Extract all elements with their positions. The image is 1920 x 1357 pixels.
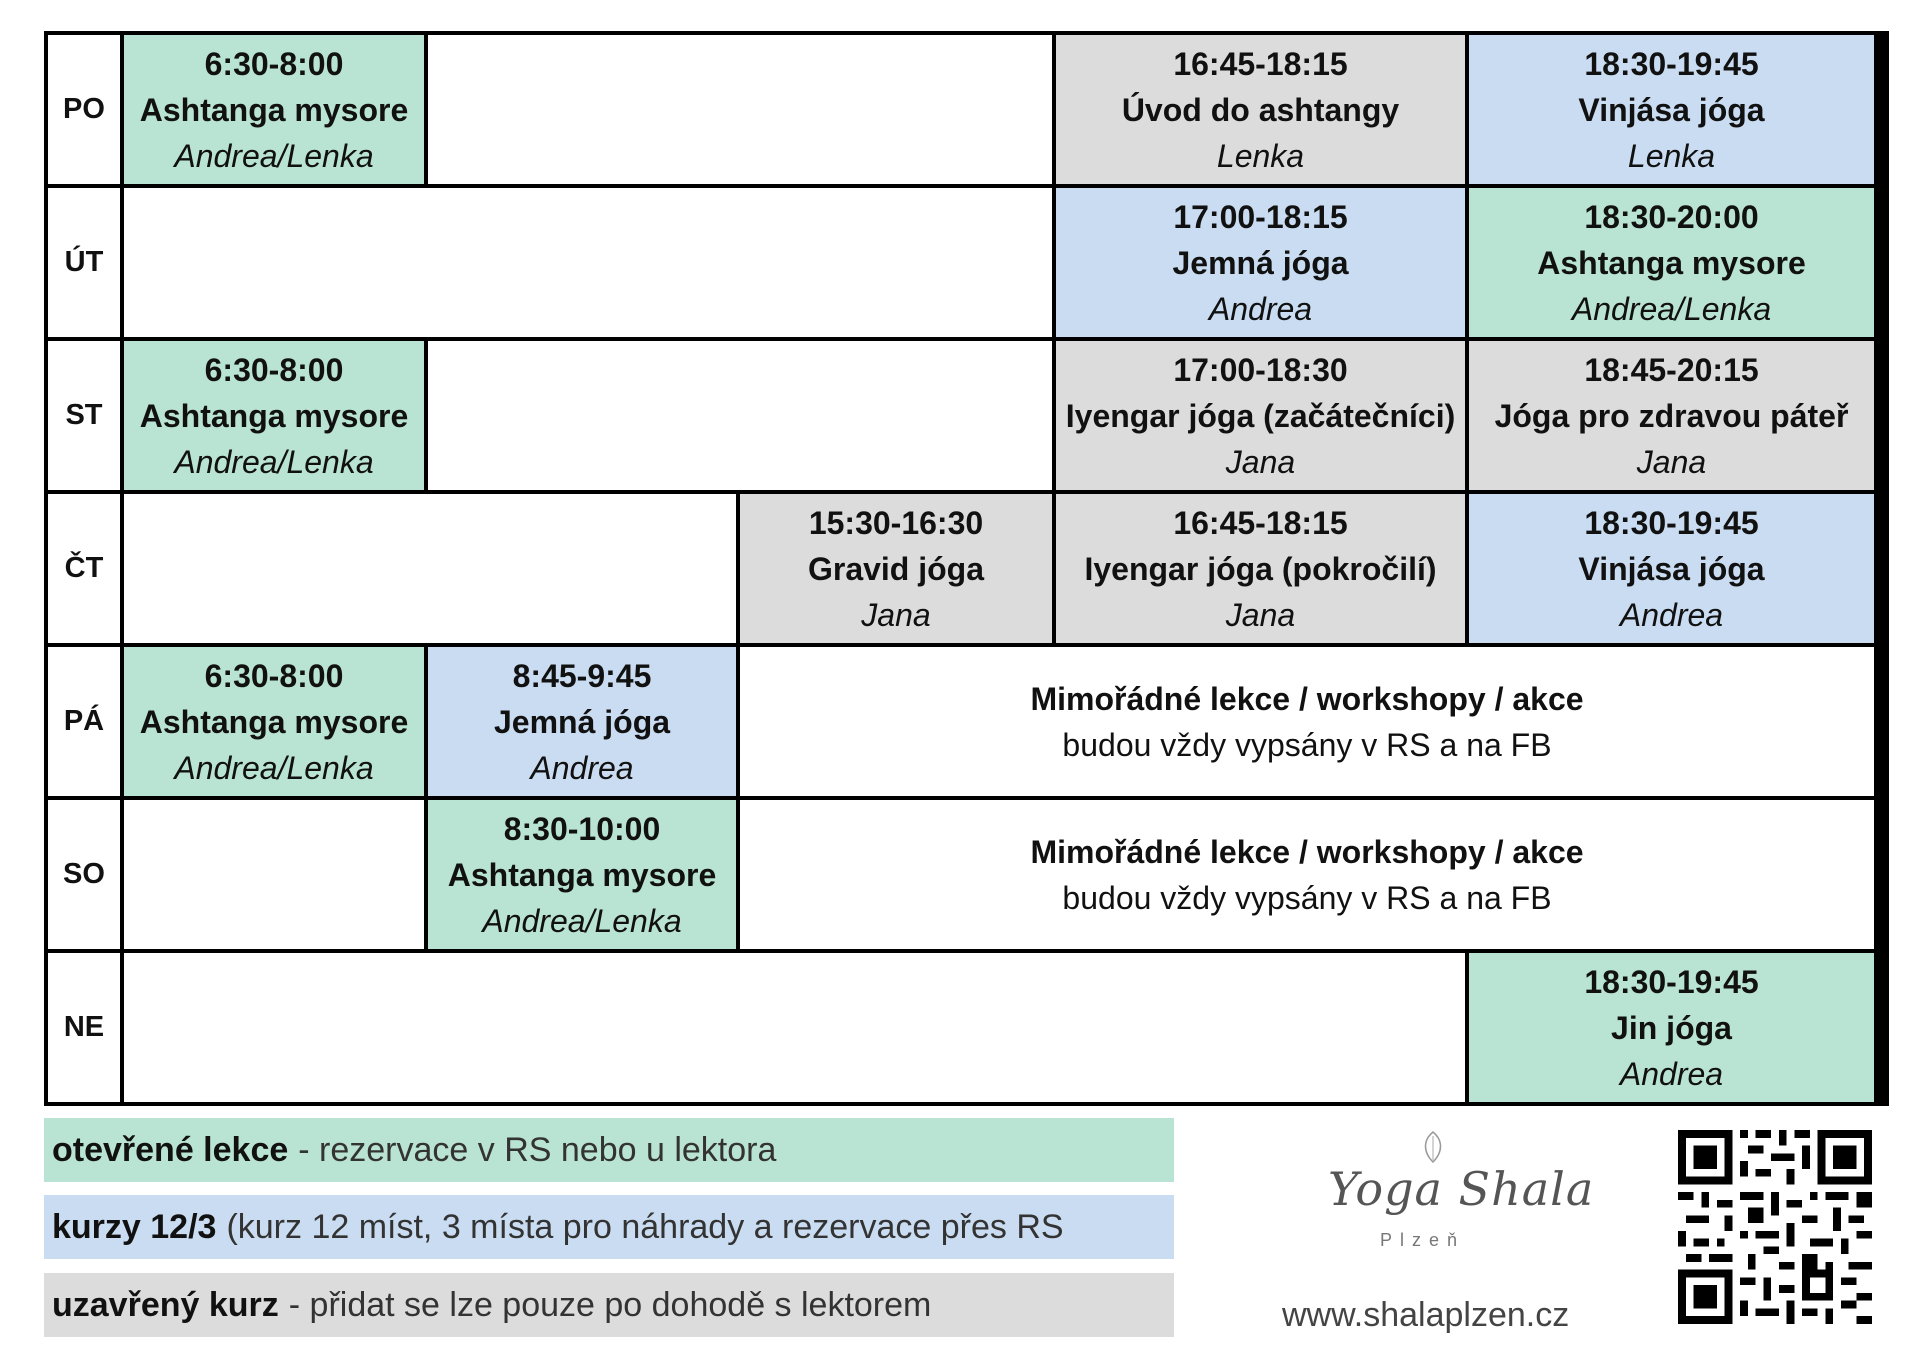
class-time: 18:30-20:00 [1584,198,1759,235]
legend-closed-text: - přidat se lze pouze po dohodě s lektorem [288,1285,932,1324]
empty-cell [124,494,736,643]
class-cell[interactable] [1056,188,1465,337]
class-cell[interactable] [1469,341,1874,490]
qr-code-icon[interactable] [1678,1130,1872,1324]
class-title: Úvod do ashtangy [1121,91,1400,128]
class-teacher: Andrea [530,749,634,786]
class-time: 6:30-8:00 [204,657,344,694]
yoga-shala-logo [1310,1130,1595,1270]
class-title: Jemná jóga [1172,244,1349,281]
special-events-text: budou vždy vypsány v RS a na FB [1062,726,1552,763]
class-teacher: Jana [1225,443,1296,480]
class-teacher: Andrea [1619,596,1724,633]
class-title: Ashtanga mysore [139,703,409,740]
class-cell[interactable] [124,647,424,796]
class-cell[interactable] [1056,494,1465,643]
class-teacher: Andrea [1208,290,1313,327]
legend-closed-course [44,1273,1174,1337]
class-cell[interactable] [124,35,424,184]
empty-cell [124,188,1052,337]
class-cell[interactable] [1469,188,1874,337]
class-cell[interactable] [428,800,736,949]
class-time: 6:30-8:00 [204,351,344,388]
class-cell[interactable] [740,494,1052,643]
class-title: Vinjása jóga [1578,91,1765,128]
class-time: 8:30-10:00 [503,810,661,847]
legend-courses [44,1195,1174,1259]
day-label-ct: ČT [48,494,120,643]
day-label-ne: NE [48,953,120,1102]
special-events-cell [740,800,1874,949]
class-teacher: Jana [861,596,931,633]
class-time: 16:45-18:15 [1173,45,1348,82]
class-title: Ashtanga mysore [139,397,409,434]
class-title: Gravid jóga [807,550,985,587]
class-title: Ashtanga mysore [1537,244,1806,281]
lotus-leaf-icon [1418,1130,1448,1164]
class-time: 17:00-18:15 [1173,198,1348,235]
legend-closed-title: uzavřený kurz [52,1285,279,1324]
class-title: Vinjása jóga [1578,550,1765,587]
empty-cell [428,35,1052,184]
class-title: Jemná jóga [493,703,671,740]
special-events-cell [740,647,1874,796]
class-title: Ashtanga mysore [139,91,409,128]
class-title: Jin jóga [1611,1009,1732,1046]
class-title: Jóga pro zdravou páteř [1494,397,1849,434]
class-time: 18:30-19:45 [1584,504,1759,541]
class-teacher: Andrea/Lenka [174,443,374,480]
class-time: 15:30-16:30 [808,504,984,541]
class-time: 8:45-9:45 [512,657,652,694]
class-title: Ashtanga mysore [447,856,717,893]
class-time: 18:30-19:45 [1584,45,1759,82]
class-time: 18:30-19:45 [1584,963,1759,1000]
legend-courses-title: kurzy 12/3 [52,1207,217,1246]
legend-courses-text: (kurz 12 míst, 3 místa pro náhrady a rezervace přes RS [226,1207,1064,1246]
class-teacher: Jana [1225,596,1296,633]
legend-open-text: - rezervace v RS nebo u lektora [298,1130,777,1169]
class-cell[interactable] [1056,341,1465,490]
class-teacher: Andrea [1619,1055,1724,1092]
class-title: Iyengar jóga (pokročilí) [1084,550,1437,587]
class-time: 18:45-20:15 [1584,351,1759,388]
legend-open-lessons [44,1118,1174,1182]
timetable-grid [44,31,1889,1106]
class-cell[interactable] [1469,35,1874,184]
empty-cell [124,953,1465,1102]
day-label-pa: PÁ [48,647,120,796]
logo-city-text: Plzeň [1380,1230,1466,1250]
special-events-title: Mimořádné lekce / workshopy / akce [1030,680,1584,717]
class-time: 16:45-18:15 [1173,504,1348,541]
class-cell[interactable] [1056,35,1465,184]
day-label-ut: ÚT [48,188,120,337]
class-cell[interactable] [124,341,424,490]
class-teacher: Andrea/Lenka [174,749,374,786]
class-teacher: Lenka [1627,137,1716,174]
class-teacher: Andrea/Lenka [482,902,682,939]
empty-cell [124,800,424,949]
class-teacher: Andrea/Lenka [174,137,374,174]
class-cell[interactable] [1469,494,1874,643]
day-label-so: SO [48,800,120,949]
empty-cell [428,341,1052,490]
class-cell[interactable] [428,647,736,796]
logo-script-text: Yoga Shala [1328,1162,1595,1216]
class-teacher: Lenka [1216,137,1305,174]
class-teacher: Andrea/Lenka [1571,290,1772,327]
day-label-po: PO [48,35,120,184]
class-cell[interactable] [1469,953,1874,1102]
website-link[interactable]: www.shalaplzen.cz [1282,1296,1570,1334]
special-events-title: Mimořádné lekce / workshopy / akce [1030,833,1584,870]
class-time: 17:00-18:30 [1173,351,1348,388]
legend-open-title: otevřené lekce [52,1130,289,1169]
day-label-st: ST [48,341,120,490]
class-teacher: Jana [1636,443,1707,480]
special-events-text: budou vždy vypsány v RS a na FB [1062,879,1552,916]
class-title: Iyengar jóga (začátečníci) [1065,397,1456,434]
class-time: 6:30-8:00 [204,45,344,82]
